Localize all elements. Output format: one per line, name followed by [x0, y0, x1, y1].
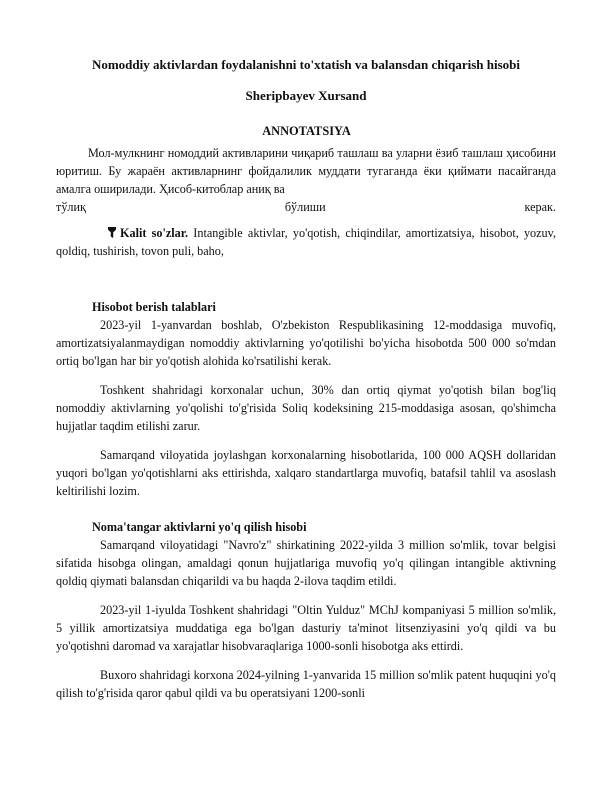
body-paragraph: 2023-yil 1-iyulda Toshkent shahridagi "Oltin Yulduz" MChJ kompaniyasi 5 million so'mlik, 5 yillik amortizatsiya muddatiga ega bo'lgan dasturiy ta'minot litsenziyasini yo'q qildi va bu yo'qotishni daromad va xarajatlar hisobvaraqlariga 1000-sonli hisobotga aks ettirdi.: [56, 603, 556, 653]
annotation-heading-text: ANNOTATSIYA: [262, 124, 351, 138]
body-paragraph: Buxoro shahridagi korxona 2024-yilning 1-yanvarida 15 million so'mlik patent huquqini yo'q qilish to'g'risida qaror qabul qildi va bu operatsiyani 1200-sonli: [56, 668, 556, 700]
document-title: Nomoddiy aktivlardan foydalanishni to'xtatish va balansdan chiqarish hisobi: [91, 57, 521, 72]
funnel-icon: [108, 227, 116, 238]
body-paragraph: 2023-yil 1-yanvardan boshlab, O'zbekiston Respublikasining 12-moddasiga muvofiq, amortizatsiyalanmaydigan nomoddiy aktivlarning yo'qotilishi bo'yicha hisobotda 500 000 so'mdan ortiq bo'lgan har bir yo'qotish alohida ko'rsatilishi kerak.: [56, 318, 556, 368]
author-name: Sheripbayev Xursand: [245, 88, 367, 103]
section-heading: Hisobot berish talablari: [92, 300, 216, 314]
abstract-last-line: [56, 198, 556, 216]
abstract-word: бўлиши: [284, 200, 326, 214]
abstract-word: керак.: [524, 200, 556, 214]
body-paragraph: Samarqand viloyatida joylashgan korxonalarning hisobotlarida, 100 000 AQSH dollaridan yuqori bo'lgan yo'qotishlarni aks ettirishda, xalqaro standartlarga muvofiq, batafsil tahlil va asoslash keltirilishi lozim.: [56, 448, 556, 498]
keywords-paragraph: [56, 224, 556, 260]
body-paragraph: Samarqand viloyatidagi "Navro'z" shirkatining 2022-yilda 3 million so'mlik, tovar belgisi sifatida hisobga olingan, amaldagi qonun hujjatlariga muvofiq yo'q qilingan intangible aktivning qoldiq qiymati balansdan chiqarildi va bu haqda 2-ilova taqdim etildi.: [56, 538, 556, 588]
abstract-word: тўлиқ: [56, 200, 86, 214]
keywords-label: Kalit so'zlar.: [120, 226, 189, 240]
section-heading: Noma'tangar aktivlarni yo'q qilish hisobi: [92, 520, 307, 534]
keywords-text: Intangible aktivlar, yo'qotish, chiqindilar, amortizatsiya, hisobot, yozuv, qoldiq, tushirish, tovon puli, baho,: [56, 226, 557, 258]
annotation-heading: [56, 105, 556, 142]
abstract-cyrillic: Мол-мулкнинг номоддий активларини чиқариб ташлаш ва уларни ёзиб ташлаш ҳисобини юритиш. Бу жараён активларнинг фойдалилик муддати тугаганда ёки қиймати пасайганда амалга оширилади. Ҳисоб-китоблар аниқ ва: [56, 146, 556, 196]
body-paragraph: Toshkent shahridagi korxonalar uchun, 30% dan ortiq qiymat yo'qotish bilan bog'liq nomoddiy aktivlarning yo'qolishi to'g'risida Soliq kodeksining 215-moddasiga asosan, qo'shimcha hujjatlar taqdim etilishi zarur.: [56, 383, 556, 433]
